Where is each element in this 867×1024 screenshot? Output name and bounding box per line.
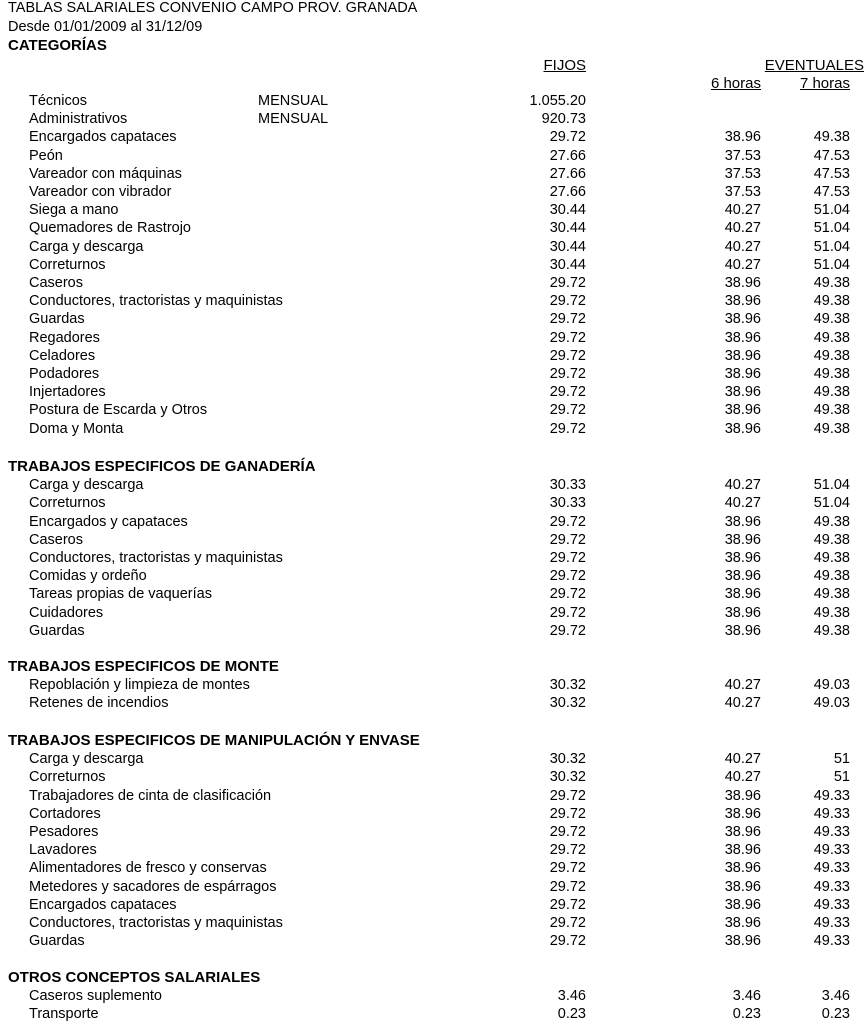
table-row bbox=[0, 401, 867, 419]
row-name: Carga y descarga bbox=[29, 238, 144, 255]
row-name: Administrativos bbox=[29, 111, 128, 128]
row-name: Tareas propias de vaquerías bbox=[29, 586, 212, 603]
six-hours-value: 40.27 bbox=[724, 769, 761, 786]
fijos-value: 29.72 bbox=[549, 402, 586, 419]
six-hours-value: 38.96 bbox=[724, 329, 761, 346]
table-row bbox=[0, 513, 867, 531]
six-hours-value: 38.96 bbox=[724, 878, 761, 895]
fijos-value: 29.72 bbox=[549, 293, 586, 310]
row-note: MENSUAL bbox=[258, 93, 329, 109]
six-hours-value: 38.96 bbox=[724, 366, 761, 382]
seven-hours-value: 47.53 bbox=[813, 184, 850, 200]
six-hours-value: 0.23 bbox=[732, 1006, 761, 1023]
fijos-value: 29.72 bbox=[549, 604, 586, 621]
fijos-value: 29.72 bbox=[549, 878, 586, 895]
six-hours-value: 38.96 bbox=[724, 787, 761, 804]
fijos-value: 29.72 bbox=[549, 384, 586, 401]
seven-hours-value: 51 bbox=[833, 769, 850, 786]
table-row bbox=[0, 694, 867, 712]
table-row bbox=[0, 768, 867, 786]
row-name: Caseros suplemento bbox=[29, 988, 162, 1005]
six-hours-value: 38.96 bbox=[724, 604, 761, 621]
six-hours-value: 40.27 bbox=[724, 477, 761, 494]
row-name: Técnicos bbox=[29, 93, 88, 109]
table-row bbox=[0, 841, 867, 859]
fijos-value: 29.72 bbox=[549, 366, 586, 382]
seven-hours-value: 49.33 bbox=[813, 860, 850, 877]
seven-hours-value: 49.38 bbox=[813, 402, 850, 419]
table-row bbox=[0, 92, 867, 110]
fijos-value: 30.44 bbox=[549, 256, 586, 273]
table-row bbox=[0, 238, 867, 256]
seven-hours-value: 49.33 bbox=[813, 805, 850, 822]
table-row bbox=[0, 787, 867, 805]
six-hours-value: 38.96 bbox=[724, 275, 761, 291]
table-row bbox=[0, 604, 867, 622]
seven-hours-header: 7 horas bbox=[799, 75, 850, 92]
fijos-value: 30.32 bbox=[549, 677, 586, 694]
row-name: Caseros bbox=[29, 275, 83, 291]
row-name: Peón bbox=[29, 147, 63, 164]
fijos-value: 30.44 bbox=[549, 220, 586, 237]
fijos-value: 29.72 bbox=[549, 347, 586, 364]
table-row bbox=[0, 183, 867, 201]
six-hours-value: 38.96 bbox=[724, 915, 761, 931]
six-hours-value: 40.27 bbox=[724, 495, 761, 512]
seven-hours-value: 49.38 bbox=[813, 550, 850, 566]
fijos-value: 920.73 bbox=[541, 111, 586, 128]
six-hours-value: 38.96 bbox=[724, 129, 761, 146]
fijos-value: 29.72 bbox=[549, 275, 586, 291]
seven-hours-value: 49.33 bbox=[813, 933, 850, 950]
seven-hours-value: 49.03 bbox=[813, 677, 850, 694]
seven-hours-value: 3.46 bbox=[821, 988, 850, 1005]
fijos-value: 27.66 bbox=[549, 184, 586, 200]
fijos-value: 30.44 bbox=[549, 238, 586, 255]
six-hours-value: 38.96 bbox=[724, 402, 761, 419]
fijos-value: 29.72 bbox=[549, 915, 586, 931]
row-name: Alimentadores de fresco y conservas bbox=[29, 860, 267, 877]
row-name: Encargados y capataces bbox=[29, 513, 188, 530]
six-hours-value: 38.96 bbox=[724, 805, 761, 822]
row-name: Caseros bbox=[29, 531, 83, 548]
fijos-value: 27.66 bbox=[549, 147, 586, 164]
row-name: Siega a mano bbox=[29, 202, 119, 219]
fijos-value: 29.72 bbox=[549, 568, 586, 585]
table-row bbox=[0, 256, 867, 274]
six-hours-value: 38.96 bbox=[724, 860, 761, 877]
row-name: Guardas bbox=[29, 622, 85, 639]
six-hours-value: 37.53 bbox=[724, 165, 761, 182]
fijos-value: 0.23 bbox=[557, 1006, 586, 1023]
row-name: Conductores, tractoristas y maquinistas bbox=[29, 550, 283, 566]
table-row bbox=[0, 750, 867, 768]
fijos-value: 29.72 bbox=[549, 311, 586, 328]
six-hours-value: 38.96 bbox=[724, 420, 761, 437]
seven-hours-value: 49.38 bbox=[813, 622, 850, 639]
six-hours-value: 38.96 bbox=[724, 842, 761, 859]
categorias-heading: CATEGORÍAS bbox=[8, 37, 107, 54]
table-row bbox=[0, 805, 867, 823]
six-hours-value: 38.96 bbox=[724, 622, 761, 639]
seven-hours-value: 49.38 bbox=[813, 275, 850, 291]
seven-hours-value: 51.04 bbox=[813, 256, 850, 273]
seven-hours-value: 49.33 bbox=[813, 824, 850, 840]
six-hours-value: 37.53 bbox=[724, 147, 761, 164]
document-period: Desde 01/01/2009 al 31/12/09 bbox=[8, 19, 203, 35]
table-row bbox=[0, 878, 867, 896]
row-name: Carga y descarga bbox=[29, 751, 144, 768]
six-hours-value: 38.96 bbox=[724, 311, 761, 328]
seven-hours-value: 49.38 bbox=[813, 568, 850, 585]
fijos-value: 29.72 bbox=[549, 420, 586, 437]
seven-hours-value: 49.33 bbox=[813, 787, 850, 804]
seven-hours-value: 49.38 bbox=[813, 366, 850, 382]
fijos-value: 29.72 bbox=[549, 805, 586, 822]
six-hours-value: 38.96 bbox=[724, 293, 761, 310]
row-name: Celadores bbox=[29, 347, 96, 364]
fijos-value: 30.32 bbox=[549, 695, 586, 712]
seven-hours-value: 47.53 bbox=[813, 147, 850, 164]
table-row bbox=[0, 531, 867, 549]
table-row bbox=[0, 987, 867, 1005]
six-hours-value: 38.96 bbox=[724, 531, 761, 548]
six-hours-value: 38.96 bbox=[724, 347, 761, 364]
seven-hours-value: 49.38 bbox=[813, 586, 850, 603]
table-row bbox=[0, 329, 867, 347]
table-row bbox=[0, 676, 867, 694]
fijos-value: 3.46 bbox=[557, 988, 586, 1005]
section-title: TRABAJOS ESPECIFICOS DE GANADERÍA bbox=[8, 458, 316, 475]
seven-hours-value: 49.33 bbox=[813, 896, 850, 913]
seven-hours-value: 49.33 bbox=[813, 878, 850, 895]
six-hours-value: 38.96 bbox=[724, 550, 761, 566]
six-hours-value: 38.96 bbox=[724, 568, 761, 585]
table-row bbox=[0, 914, 867, 932]
seven-hours-value: 51.04 bbox=[813, 477, 850, 494]
six-hours-value: 37.53 bbox=[724, 184, 761, 200]
six-hours-value: 40.27 bbox=[724, 677, 761, 694]
seven-hours-value: 49.38 bbox=[813, 420, 850, 437]
seven-hours-value: 49.33 bbox=[813, 842, 850, 859]
row-name: Pesadores bbox=[29, 824, 99, 840]
row-name: Postura de Escarda y Otros bbox=[29, 402, 208, 419]
seven-hours-value: 49.38 bbox=[813, 531, 850, 548]
table-row bbox=[0, 201, 867, 219]
row-name: Lavadores bbox=[29, 842, 97, 859]
table-row bbox=[0, 494, 867, 512]
table-row bbox=[0, 165, 867, 183]
table-row bbox=[0, 292, 867, 310]
seven-hours-value: 49.38 bbox=[813, 329, 850, 346]
section-title: TRABAJOS ESPECIFICOS DE MANIPULACIÓN Y ENVASE bbox=[8, 732, 420, 749]
row-name: Cortadores bbox=[29, 805, 101, 822]
six-hours-value: 38.96 bbox=[724, 896, 761, 913]
table-row bbox=[0, 383, 867, 401]
fijos-value: 29.72 bbox=[549, 860, 586, 877]
seven-hours-value: 49.33 bbox=[813, 915, 850, 931]
row-name: Doma y Monta bbox=[29, 420, 124, 437]
row-name: Conductores, tractoristas y maquinistas bbox=[29, 293, 283, 310]
fijos-value: 30.44 bbox=[549, 202, 586, 219]
row-name: Transporte bbox=[29, 1006, 99, 1023]
seven-hours-value: 49.38 bbox=[813, 513, 850, 530]
six-hours-value: 38.96 bbox=[724, 824, 761, 840]
seven-hours-value: 49.38 bbox=[813, 311, 850, 328]
row-name: Vareador con vibrador bbox=[29, 184, 172, 200]
six-hours-value: 38.96 bbox=[724, 933, 761, 950]
row-note: MENSUAL bbox=[258, 111, 329, 128]
table-row bbox=[0, 365, 867, 383]
table-row bbox=[0, 420, 867, 438]
seven-hours-value: 49.03 bbox=[813, 695, 850, 712]
fijos-value: 29.72 bbox=[549, 586, 586, 603]
six-hours-value: 38.96 bbox=[724, 513, 761, 530]
fijos-value: 29.72 bbox=[549, 129, 586, 146]
row-name: Conductores, tractoristas y maquinistas bbox=[29, 915, 283, 931]
table-row bbox=[0, 567, 867, 585]
row-name: Repoblación y limpieza de montes bbox=[29, 677, 250, 694]
table-row bbox=[0, 585, 867, 603]
table-row bbox=[0, 110, 867, 128]
seven-hours-value: 49.38 bbox=[813, 129, 850, 146]
fijos-value: 29.72 bbox=[549, 329, 586, 346]
seven-hours-value: 51.04 bbox=[813, 495, 850, 512]
fijos-value: 29.72 bbox=[549, 933, 586, 950]
table-row bbox=[0, 476, 867, 494]
table-row bbox=[0, 128, 867, 146]
seven-hours-value: 51.04 bbox=[813, 220, 850, 237]
seven-hours-value: 51.04 bbox=[813, 202, 850, 219]
row-name: Trabajadores de cinta de clasificación bbox=[29, 787, 272, 804]
eventuales-header: EVENTUALES bbox=[764, 57, 864, 74]
fijos-header: FIJOS bbox=[543, 57, 586, 74]
fijos-value: 29.72 bbox=[549, 842, 586, 859]
fijos-value: 30.32 bbox=[549, 769, 586, 786]
six-hours-value: 40.27 bbox=[724, 751, 761, 768]
fijos-value: 30.33 bbox=[549, 495, 586, 512]
seven-hours-value: 51 bbox=[833, 751, 850, 768]
row-name: Correturnos bbox=[29, 495, 106, 512]
section-title: TRABAJOS ESPECIFICOS DE MONTE bbox=[8, 658, 279, 675]
six-hours-value: 38.96 bbox=[724, 384, 761, 401]
fijos-value: 30.32 bbox=[549, 751, 586, 768]
section-title: OTROS CONCEPTOS SALARIALES bbox=[8, 969, 261, 986]
seven-hours-value: 51.04 bbox=[813, 238, 850, 255]
fijos-value: 29.72 bbox=[549, 550, 586, 566]
row-name: Correturnos bbox=[29, 769, 106, 786]
row-name: Correturnos bbox=[29, 256, 106, 273]
seven-hours-value: 0.23 bbox=[821, 1006, 850, 1023]
six-hours-value: 3.46 bbox=[732, 988, 761, 1005]
row-name: Regadores bbox=[29, 329, 100, 346]
fijos-value: 1.055.20 bbox=[529, 93, 586, 109]
row-name: Cuidadores bbox=[29, 604, 104, 621]
table-row bbox=[0, 859, 867, 877]
table-row bbox=[0, 274, 867, 292]
row-name: Quemadores de Rastrojo bbox=[29, 220, 191, 237]
table-row bbox=[0, 823, 867, 841]
row-name: Encargados capataces bbox=[29, 129, 177, 146]
table-row bbox=[0, 147, 867, 165]
row-name: Carga y descarga bbox=[29, 477, 144, 494]
row-name: Retenes de incendios bbox=[29, 695, 169, 712]
six-hours-value: 38.96 bbox=[724, 586, 761, 603]
fijos-value: 27.66 bbox=[549, 165, 586, 182]
table-row bbox=[0, 622, 867, 640]
row-name: Guardas bbox=[29, 933, 85, 950]
fijos-value: 29.72 bbox=[549, 824, 586, 840]
table-row bbox=[0, 219, 867, 237]
row-name: Comidas y ordeño bbox=[29, 568, 147, 585]
table-row bbox=[0, 549, 867, 567]
fijos-value: 29.72 bbox=[549, 622, 586, 639]
fijos-value: 29.72 bbox=[549, 531, 586, 548]
six-hours-value: 40.27 bbox=[724, 256, 761, 273]
table-row bbox=[0, 310, 867, 328]
six-hours-value: 40.27 bbox=[724, 202, 761, 219]
table-row bbox=[0, 932, 867, 950]
six-hours-value: 40.27 bbox=[724, 238, 761, 255]
seven-hours-value: 49.38 bbox=[813, 293, 850, 310]
six-hours-value: 40.27 bbox=[724, 220, 761, 237]
seven-hours-value: 49.38 bbox=[813, 604, 850, 621]
table-row bbox=[0, 896, 867, 914]
table-row bbox=[0, 1005, 867, 1023]
six-hours-value: 40.27 bbox=[724, 695, 761, 712]
row-name: Encargados capataces bbox=[29, 896, 177, 913]
fijos-value: 30.33 bbox=[549, 477, 586, 494]
seven-hours-value: 49.38 bbox=[813, 347, 850, 364]
fijos-value: 29.72 bbox=[549, 787, 586, 804]
document-title: TABLAS SALARIALES CONVENIO CAMPO PROV. GRANADA bbox=[8, 0, 418, 16]
six-hours-header: 6 horas bbox=[710, 75, 761, 92]
seven-hours-value: 49.38 bbox=[813, 384, 850, 401]
seven-hours-value: 47.53 bbox=[813, 165, 850, 182]
row-name: Metedores y sacadores de espárragos bbox=[29, 878, 277, 895]
fijos-value: 29.72 bbox=[549, 896, 586, 913]
row-name: Guardas bbox=[29, 311, 85, 328]
row-name: Injertadores bbox=[29, 384, 106, 401]
fijos-value: 29.72 bbox=[549, 513, 586, 530]
row-name: Podadores bbox=[29, 366, 100, 382]
row-name: Vareador con máquinas bbox=[29, 165, 182, 182]
table-row bbox=[0, 347, 867, 365]
